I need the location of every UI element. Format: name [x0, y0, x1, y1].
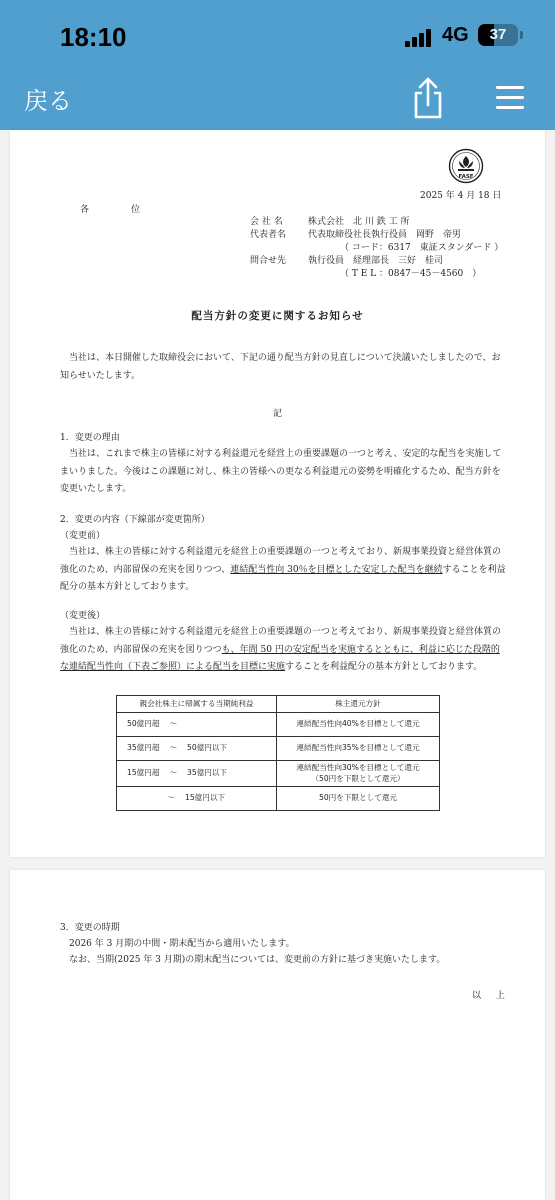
- contact-tel: （ T E L ：0847－45－4560 ）: [340, 269, 482, 279]
- section-2-heading: 2．変更の内容（下線部が変更箇所）: [60, 515, 210, 525]
- intro-paragraph: 当社は、本日開催した取締役会において、下記の通り配当方針の見直しについて決議いたしましたので、お知らせいたします。: [60, 353, 501, 381]
- company-name: 株式会社 北 川 鉄 工 所: [308, 217, 410, 227]
- status-bar: [0, 0, 555, 68]
- share-icon: [410, 76, 446, 120]
- table-header-profit: 親会社株主に帰属する当期純利益: [117, 696, 277, 713]
- before-paragraph: [60, 544, 506, 597]
- table-header-policy: 株主還元方針: [277, 696, 440, 713]
- profit-range: 50億円超 〜: [117, 713, 277, 737]
- network-type: 4G: [442, 24, 469, 46]
- addressee: 各 位: [80, 205, 149, 215]
- document-page-2: [10, 870, 545, 1200]
- fasf-logo: [448, 148, 484, 184]
- section-3-line-2: なお、当期(2025 年 3 月期)の期末配当については、変更前の方針に基づき実施いたします。: [69, 955, 446, 965]
- hamburger-menu-icon[interactable]: [496, 86, 526, 112]
- document-date: 2025 年 4 月 18 日: [420, 191, 502, 201]
- profit-range: 〜 15億円以下: [117, 787, 277, 811]
- table-row: [117, 787, 440, 811]
- nav-bar: [0, 68, 555, 130]
- contact-label: 問合せ先: [250, 256, 287, 266]
- representative-label: 代表者名: [250, 230, 287, 240]
- after-text-b: することを利益配分の基本方針としております。: [285, 662, 483, 673]
- share-button[interactable]: [410, 76, 446, 120]
- signal-icon: [405, 27, 435, 47]
- status-time: 18:10: [60, 22, 127, 52]
- return-policy: 連結配当性向30%を目標として還元 （50円を下限として還元）: [277, 761, 440, 787]
- document-title: 配当方針の変更に関するお知らせ: [191, 310, 364, 322]
- stock-code: （ コード：6317 東証スタンダード ）: [340, 243, 504, 253]
- section-1-heading: 1．変更の理由: [60, 433, 120, 443]
- table-row: [117, 761, 440, 787]
- after-paragraph: [60, 624, 506, 677]
- after-label: （変更後）: [60, 611, 106, 621]
- logo-text: FASF: [458, 174, 474, 180]
- table-row: [117, 713, 440, 737]
- representative-name: 代表取締役社長執行役員 岡野 帝男: [308, 230, 462, 240]
- battery-tip: [520, 31, 523, 39]
- closing-mark: 以 上: [472, 991, 511, 1001]
- before-text-b: することを利益配分の基本方針としております。: [60, 564, 506, 593]
- before-text-underlined: 連結配当性向 30％を目標とした安定した配当を継続: [230, 564, 443, 575]
- battery-icon: [478, 24, 518, 46]
- back-button[interactable]: 戻る: [24, 87, 72, 115]
- section-3-line-1: 2026 年 3 月期の中間・期末配当から適用いたします。: [69, 939, 295, 949]
- table-row: [117, 737, 440, 761]
- contact-name: 執行役員 経理部長 三好 桂司: [308, 256, 444, 266]
- before-text-a: 当社は、株主の皆様に対する利益還元を経営上の重要課題の一つと考えており、新規事業投資と経営体質の強化のため、内部留保の充実を図りつつ、: [60, 547, 502, 575]
- before-label: （変更前）: [60, 531, 106, 541]
- section-1-body: 当社は、これまで株主の皆様に対する利益還元を経営上の重要課題の一つと考え、安定的な配当を実施してまいりました。今後はこの課題に対し、株主の皆様への更なる利益還元の姿勢を明確化するため、配当方針を変更いたします。: [60, 449, 502, 495]
- battery-level: 37: [489, 26, 507, 43]
- after-text-a: 当社は、株主の皆様に対する利益還元を経営上の重要課題の一つと考えており、新規事業投資と経営体質の強化のため、内部留保の充実を図りつつ: [60, 627, 502, 655]
- profit-range: 15億円超 〜 35億円以下: [117, 761, 277, 787]
- ki-marker: 記: [272, 409, 282, 419]
- document-page-1: [10, 130, 545, 857]
- return-policy: 50円を下限として還元: [277, 787, 440, 811]
- return-policy: 連結配当性向35%を目標として還元: [277, 737, 440, 761]
- dividend-policy-table: [116, 695, 440, 811]
- profit-range: 35億円超 〜 50億円以下: [117, 737, 277, 761]
- company-label: 会 社 名: [250, 217, 283, 227]
- after-text-underlined: も、年間 50 円の安定配当を実施するとともに、利益に応じた段階的な連結配当性向（下表ご参照）による配当を目標に実施: [60, 644, 500, 673]
- section-3-heading: 3．変更の時期: [60, 923, 120, 933]
- return-policy: 連結配当性向40%を目標として還元: [277, 713, 440, 737]
